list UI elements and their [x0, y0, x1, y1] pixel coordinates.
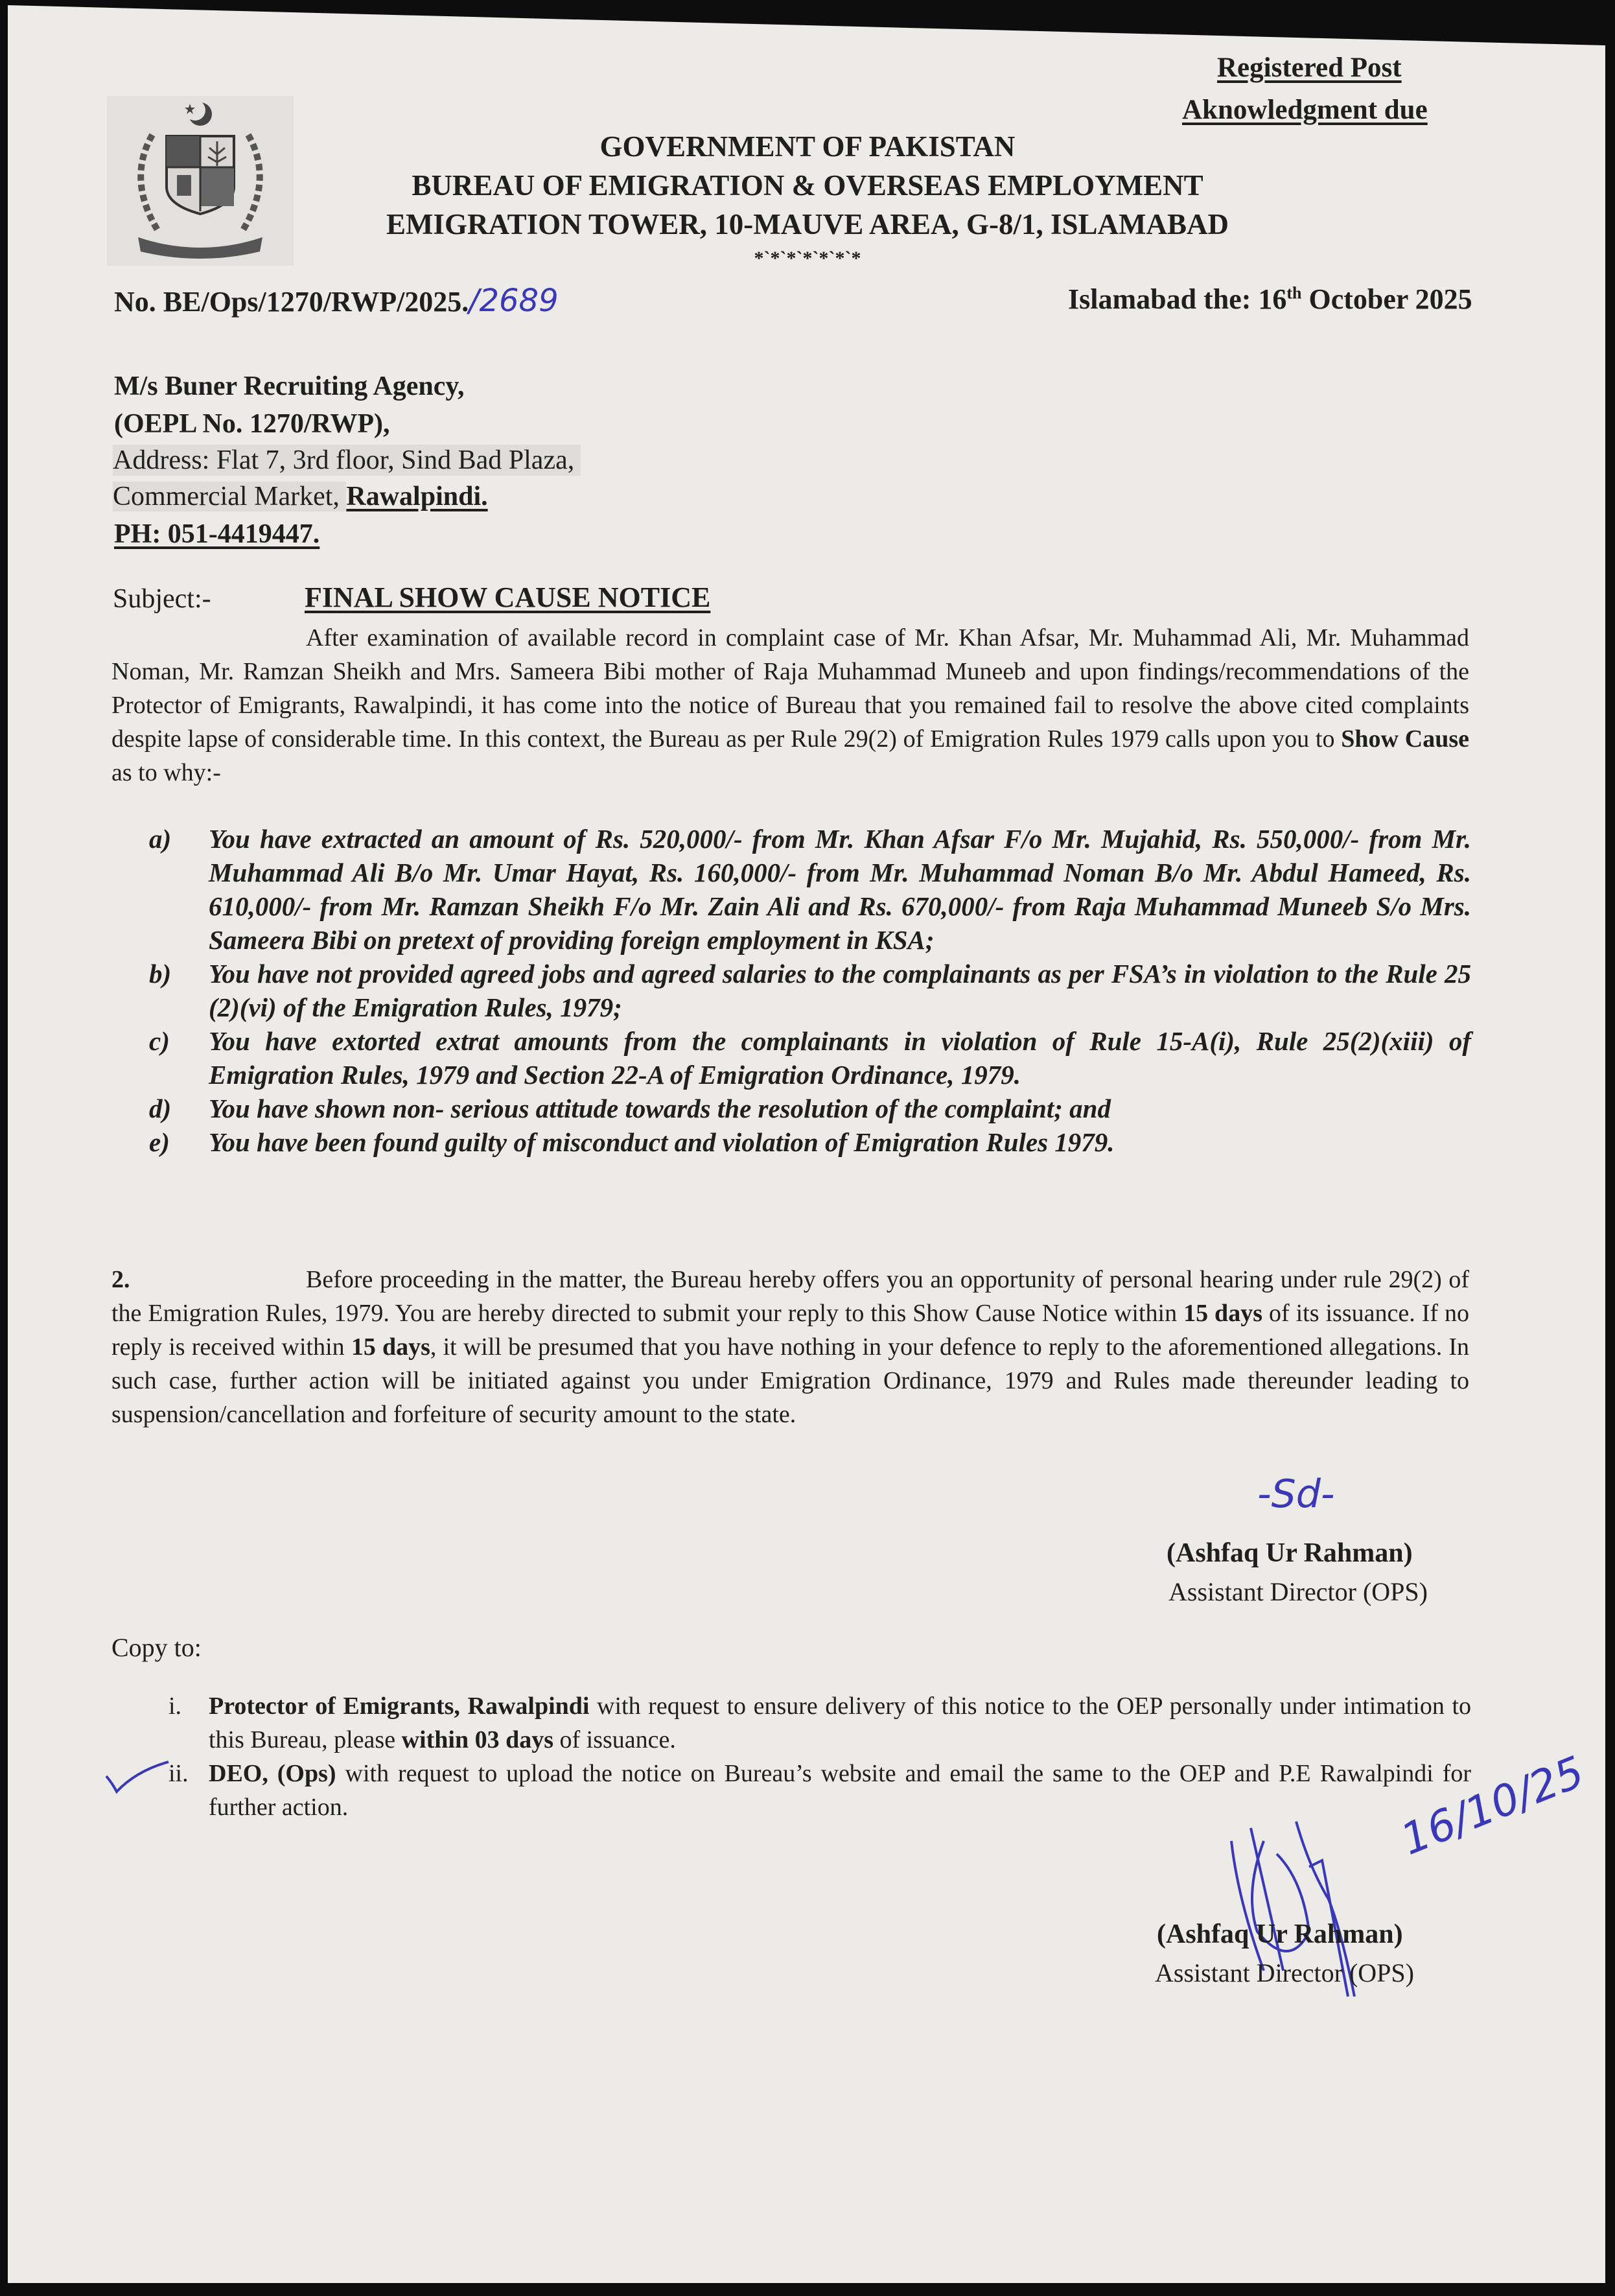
intro-show-cause: Show Cause — [1341, 725, 1469, 753]
charge-text: You have been found guilty of misconduct and violation of Emigration Rules 1979. — [209, 1127, 1115, 1157]
charge-item — [149, 822, 1471, 957]
handwritten-checkmark-icon — [104, 1758, 175, 1797]
copy-recipient: Protector of Emigrants, Rawalpindi — [209, 1693, 590, 1720]
subject-title: FINAL SHOW CAUSE NOTICE — [305, 581, 711, 613]
addressee-address-line1: Address: Flat 7, 3rd floor, Sind Bad Plaza, — [113, 445, 581, 476]
date-rest: October 2025 — [1301, 283, 1472, 315]
signatory-name: (Ashfaq Ur Rahman) — [1167, 1538, 1413, 1568]
registered-post-label: Registered Post — [1217, 53, 1402, 83]
copy-signatory-name: (Ashfaq Ur Rahman) — [1157, 1919, 1403, 1949]
letterhead-government: GOVERNMENT OF PAKISTAN — [599, 130, 1016, 163]
handwritten-sd-mark: -Sd- — [1257, 1471, 1335, 1517]
para2-deadline2: 15 days — [351, 1333, 430, 1361]
issue-date — [1068, 283, 1472, 316]
charge-label: a) — [149, 824, 172, 854]
address-city: Rawalpindi. — [346, 482, 488, 511]
signatory-designation: Assistant Director (OPS) — [1168, 1577, 1428, 1606]
para2-text1: Before proceeding in the matter, the Bureau hereby offers you an opportunity of personal hearing under rule 29(2) of the Emigration Rules, 1979. You are hereby directed to submit your reply to this Show Cause Notice within — [111, 1266, 1469, 1327]
hearing-paragraph — [111, 1263, 1469, 1431]
letterhead-bureau: BUREAU OF EMIGRATION & OVERSEAS EMPLOYMENT — [412, 169, 1203, 202]
charge-label: c) — [149, 1026, 170, 1056]
addressee-license: (OEPL No. 1270/RWP), — [114, 409, 390, 439]
charge-item — [149, 957, 1471, 1024]
copy-recipient: DEO, (Ops) — [209, 1760, 336, 1787]
addressee-name: M/s Buner Recruiting Agency, — [114, 371, 465, 401]
handwritten-diary-number: /2689 — [469, 283, 559, 319]
date-day: 16 — [1258, 283, 1287, 315]
handwritten-sign-date: 16/10/25 — [1394, 1746, 1591, 1865]
charge-item — [149, 1092, 1471, 1125]
charge-text: You have extorted extrat amounts from the complainants in violation of Rule 15-A(i), Rule 25(2)(xiii) of Emigration Rules, 1979 and Section 22-A of Emigration Ordinance, 1979. — [209, 1026, 1471, 1090]
para2-text3: , it will be presumed that you have nothing in your defence to reply to the aforementioned allegations. In such case, further action will be initiated against you under Emigration Ordinance, 1979 and Rules made thereunder leading to suspension/cancellation and forfeiture of security amount to the state. — [111, 1333, 1470, 1428]
copy-text: with request to upload the notice on Bureau’s website and email the same to the OEP and P.E Rawalpindi for further action. — [209, 1760, 1471, 1821]
charge-item — [149, 1125, 1471, 1159]
reference-number-text: No. BE/Ops/1270/RWP/2025. — [114, 286, 469, 318]
intro-text: After examination of available record in complaint case of Mr. Khan Afsar, Mr. Muhammad Ali, Mr. Muhammad Noman, Mr. Ramzan Sheikh and Mrs. Sameera Bibi mother of Raja Muhammad Muneeb and upon findings/recommendations of the Protector of Emigrants, Rawalpindi, it has come into the notice of Bureau that you remained fail to resolve the above cited complaints despite lapse of considerable time. In this context, the Bureau as per Rule 29(2) of Emigration Rules 1979 calls upon you to — [111, 624, 1469, 753]
copy-to-label: Copy to: — [111, 1633, 202, 1662]
address-market: Commercial Market, — [113, 482, 347, 511]
charge-text: You have extracted an amount of Rs. 520,000/- from Mr. Khan Afsar F/o Mr. Mujahid, Rs. 550,000/- from Mr. Muhammad Ali B/o Mr. Umar Hayat, Rs. 160,000/- from Mr. Muhammad Noman B/o Mr. Abdul Hameed, Rs. 610,000/- from Mr. Ramzan Sheikh F/o Mr. Zain Ali and Rs. 670,000/- from Raja Muhammad Muneeb S/o Mrs. Sameera Bibi on pretext of providing foreign employment in KSA; — [209, 824, 1471, 955]
copy-text: with request to ensure delivery of this notice to the OEP personally under intimation to this Bureau, please — [209, 1693, 1471, 1753]
intro-end: as to why:- — [111, 759, 221, 786]
reference-number — [114, 283, 559, 319]
acknowledgment-due-label: Aknowledgment due — [1182, 95, 1428, 125]
charges-list — [149, 822, 1471, 1159]
charge-label: e) — [149, 1127, 170, 1157]
subject-label: Subject:- — [113, 584, 211, 614]
copy-deadline: within 03 days — [401, 1726, 553, 1753]
copy-item-label: ii. — [168, 1760, 189, 1787]
charge-text: You have not provided agreed jobs and agreed salaries to the complainants as per FSA’s in violation to the Rule 25 (2)(vi) of the Emigration Rules, 1979; — [209, 959, 1471, 1022]
para2-deadline1: 15 days — [1183, 1300, 1262, 1327]
addressee-phone: PH: 051-4419447. — [114, 519, 320, 549]
charge-label: d) — [149, 1094, 172, 1123]
copy-to-item — [168, 1689, 1471, 1757]
letterhead-address: EMIGRATION TOWER, 10-MAUVE AREA, G-8/1, ISLAMABAD — [386, 208, 1229, 240]
charge-item — [149, 1024, 1471, 1092]
paragraph-number: 2. — [111, 1266, 130, 1293]
copy-item-label: i. — [168, 1693, 182, 1720]
addressee-address-line2 — [113, 481, 488, 512]
letterhead-separator: *`*`*`*`*`*`* — [754, 248, 861, 269]
charge-text: You have shown non- serious attitude towards the resolution of the complaint; and — [209, 1094, 1111, 1123]
intro-paragraph — [111, 621, 1469, 790]
charge-label: b) — [149, 959, 172, 989]
copy-text-end: of issuance. — [553, 1726, 676, 1753]
date-prefix: Islamabad the: — [1068, 283, 1259, 315]
para2-text2: of its issuance. If no reply is received within — [111, 1300, 1469, 1361]
copy-signatory-designation: Assistant Director (OPS) — [1155, 1958, 1414, 1987]
date-suffix: th — [1286, 283, 1302, 303]
